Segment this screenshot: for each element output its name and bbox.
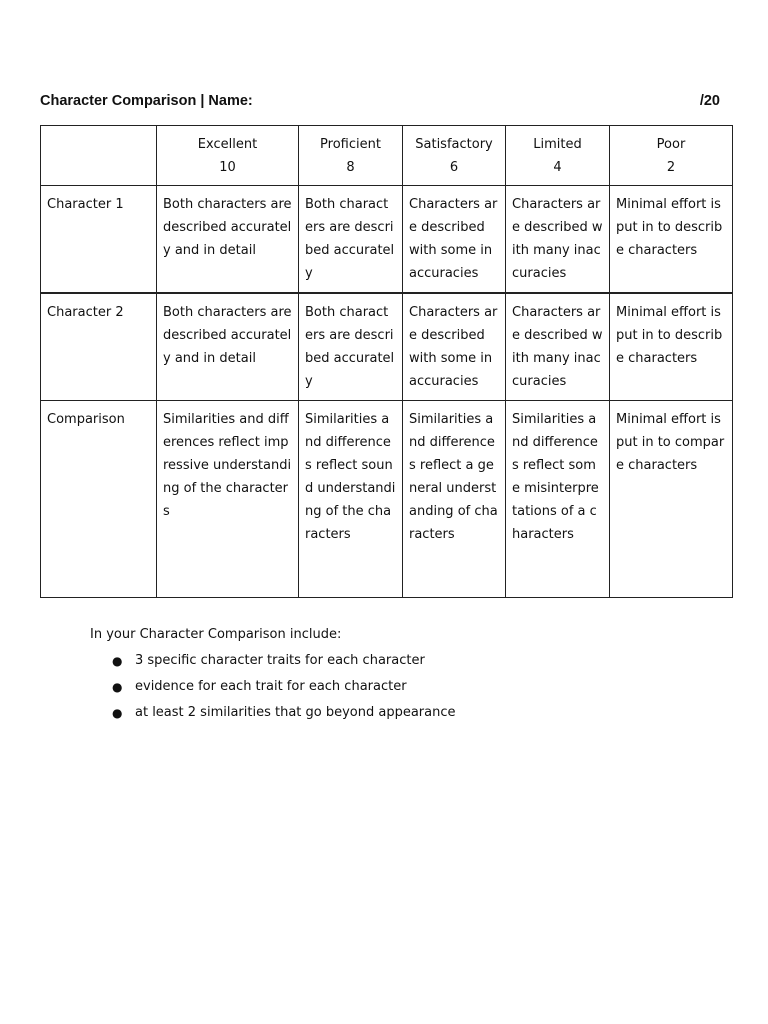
criterion-cell: Character 1 [41, 186, 157, 294]
page-title: Character Comparison | Name: [40, 93, 253, 109]
criterion-cell: Character 2 [41, 293, 157, 401]
column-header-proficient [299, 126, 403, 186]
rubric-cell: Minimal effort is put in to describe characters [610, 293, 733, 401]
column-header-excellent [157, 126, 299, 186]
bullet-icon: ● [112, 680, 123, 694]
column-label: Limited [533, 137, 582, 152]
rubric-cell: Similarities and differences reflect some misinterpretations of a characters [506, 401, 610, 598]
list-item-text: evidence for each trait for each character [135, 679, 407, 694]
rubric-row-character-2 [41, 293, 733, 401]
column-header-satisfactory [403, 126, 506, 186]
instructions-list [90, 648, 690, 726]
column-header-limited [506, 126, 610, 186]
total-score: /20 [699, 93, 720, 109]
rubric-cell: Both characters are described accurately and in detail [157, 186, 299, 294]
rubric-cell: Both characters are described accurately and in detail [157, 293, 299, 401]
rubric-cell: Minimal effort is put in to describe characters [610, 186, 733, 294]
bullet-icon: ● [112, 654, 123, 668]
list-item [90, 674, 690, 700]
rubric-cell: Characters are described with some inaccuracies [403, 186, 506, 294]
rubric-cell: Characters are described with many inaccuracies [506, 293, 610, 401]
list-item [90, 700, 690, 726]
rubric-cell: Characters are described with some inaccuracies [403, 293, 506, 401]
rubric-cell: Characters are described with many inaccuracies [506, 186, 610, 294]
rubric-cell: Similarities and differences reflect a general understanding of characters [403, 401, 506, 598]
instructions [90, 622, 690, 726]
instructions-intro: In your Character Comparison include: [90, 627, 342, 642]
column-label: Proficient [320, 137, 381, 152]
column-score: 10 [219, 160, 236, 175]
rubric-cell: Both characters are described accurately [299, 293, 403, 401]
column-header-poor [610, 126, 733, 186]
column-score: 8 [346, 160, 355, 175]
rubric-row-comparison [41, 401, 733, 598]
rubric-header-row [41, 126, 733, 186]
column-label: Satisfactory [415, 137, 493, 152]
list-item-text: 3 specific character traits for each character [135, 653, 425, 668]
bullet-icon: ● [112, 706, 123, 720]
column-score: 6 [449, 160, 459, 175]
column-label: Excellent [197, 137, 258, 152]
rubric-cell: Similarities and differences reflect impressive understanding of the characters [157, 401, 299, 598]
rubric-table [40, 125, 733, 598]
column-score: 2 [666, 160, 676, 175]
rubric-row-character-1 [41, 186, 733, 294]
column-label: Poor [656, 137, 686, 152]
header-empty-cell [41, 126, 157, 186]
list-item [90, 648, 690, 674]
column-score: 4 [553, 160, 562, 175]
rubric-cell: Similarities and differences reflect sound understanding of the characters [299, 401, 403, 598]
rubric-cell: Minimal effort is put in to compare characters [610, 401, 733, 598]
page-header [40, 93, 720, 109]
criterion-cell: Comparison [41, 401, 157, 598]
list-item-text: at least 2 similarities that go beyond appearance [135, 705, 456, 720]
rubric-cell: Both characters are described accurately [299, 186, 403, 294]
